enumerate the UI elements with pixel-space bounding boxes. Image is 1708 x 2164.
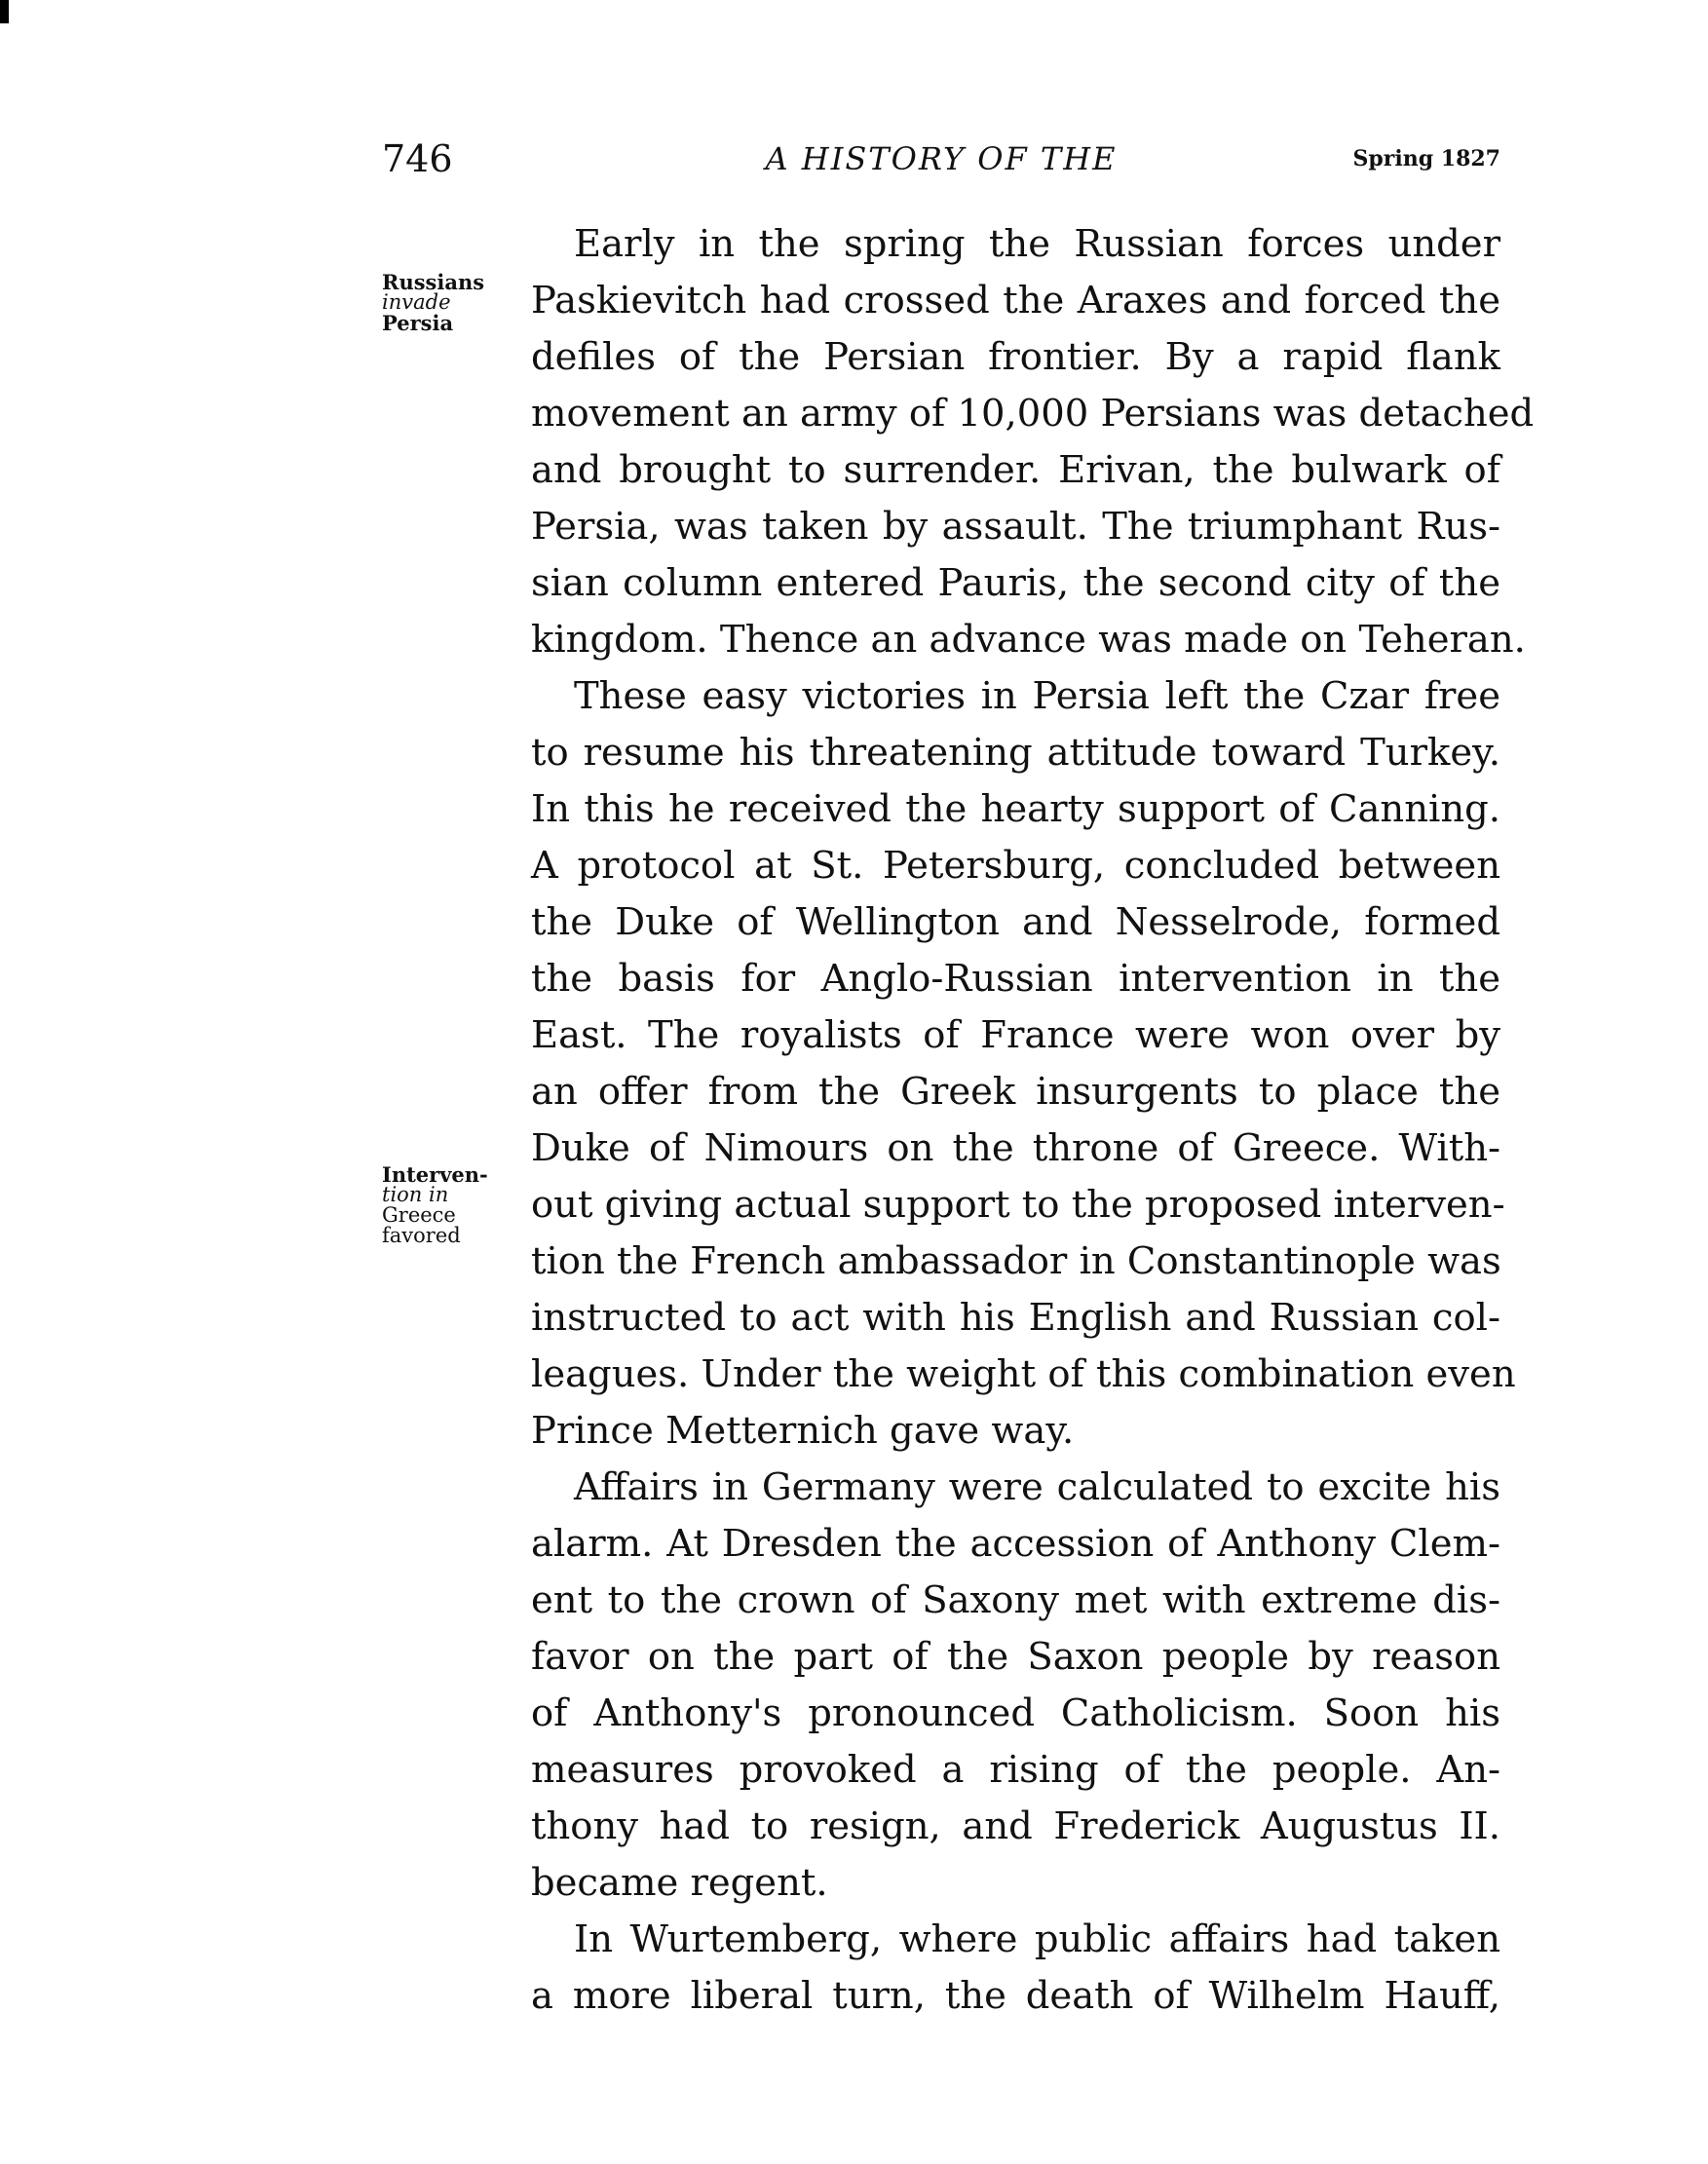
text-line: the basis for Anglo-Russian intervention in the [531,957,1500,1001]
text-line: became regent. [531,1861,828,1905]
text-line: alarm. At Dresden the accession of Anthony Clem- [531,1522,1500,1566]
text-line: Prince Metternich gave way. [531,1409,1075,1453]
page-number: 746 [382,137,453,180]
text-line: Paskievitch had crossed the Araxes and forced the [531,279,1500,323]
paragraph-russians-persia [531,216,1535,668]
margin-note-line: Persia [382,311,454,335]
paragraph-wurtemberg [531,1912,1500,2025]
margin-note-line: Interven- [382,1162,488,1187]
text-line: thony had to resign, and Frederick Augustus II. [531,1804,1500,1848]
text-line: Affairs in Germany were calculated to excite his [574,1465,1500,1509]
margin-note-line: invade [382,290,451,314]
text-line: a more liberal turn, the death of Wilhelm Hauff, [531,1974,1500,2018]
text-line: instructed to act with his English and Russian col- [531,1296,1500,1340]
paragraph-czar-turkey [531,668,1516,1460]
text-line: defiles of the Persian frontier. By a rapid flank [531,335,1500,379]
running-title: A HISTORY OF THE [765,140,1118,177]
text-line: leagues. Under the weight of this combination even [531,1352,1516,1396]
text-line: In this he received the hearty support of Canning. [531,787,1500,831]
text-line: A protocol at St. Petersburg, concluded between [531,844,1500,888]
text-line: In Wurtemberg, where public affairs had taken [574,1917,1500,1961]
margin-note-line: tion in [382,1183,449,1206]
margin-note-line: Russians [382,270,485,294]
text-line: kingdom. Thence an advance was made on Teheran. [531,618,1526,662]
page-header [382,133,1500,185]
running-date: Spring 1827 [1352,146,1500,171]
margin-note-intervention-greece [382,1164,499,1246]
margin-note-russians-invade-persia [382,272,499,333]
text-line: to resume his threatening attitude toward Turkey. [531,731,1500,775]
text-line: These easy victories in Persia left the Czar free [574,674,1500,718]
scan-corner-mark [0,0,9,23]
text-line: Early in the spring the Russian forces under [574,222,1500,266]
text-line: tion the French ambassador in Constantinople was [531,1239,1501,1283]
text-line: measures provoked a rising of the people. An- [531,1748,1500,1792]
text-line: favor on the part of the Saxon people by reason [531,1635,1500,1679]
margin-note-line: Greece [382,1203,456,1227]
text-line: the Duke of Wellington and Nesselrode, formed [531,900,1500,944]
text-line: an offer from the Greek insurgents to place the [531,1070,1500,1114]
text-line: ent to the crown of Saxony met with extreme dis- [531,1578,1500,1622]
text-line: Persia, was taken by assault. The triumphant Rus- [531,505,1500,549]
text-line: out giving actual support to the proposed interven- [531,1183,1505,1227]
text-line: and brought to surrender. Erivan, the bulwark of [531,448,1500,492]
text-line: movement an army of 10,000 Persians was detached [531,392,1535,436]
text-line: East. The royalists of France were won over by [531,1013,1500,1057]
paragraph-germany-saxony [531,1460,1500,1912]
margin-note-line: favored [382,1224,461,1247]
body-text [531,216,1535,2025]
text-line: of Anthony's pronounced Catholicism. Soon his [531,1691,1500,1735]
text-line: Duke of Nimours on the throne of Greece. With- [531,1126,1500,1170]
text-line: sian column entered Pauris, the second city of the [531,561,1500,605]
